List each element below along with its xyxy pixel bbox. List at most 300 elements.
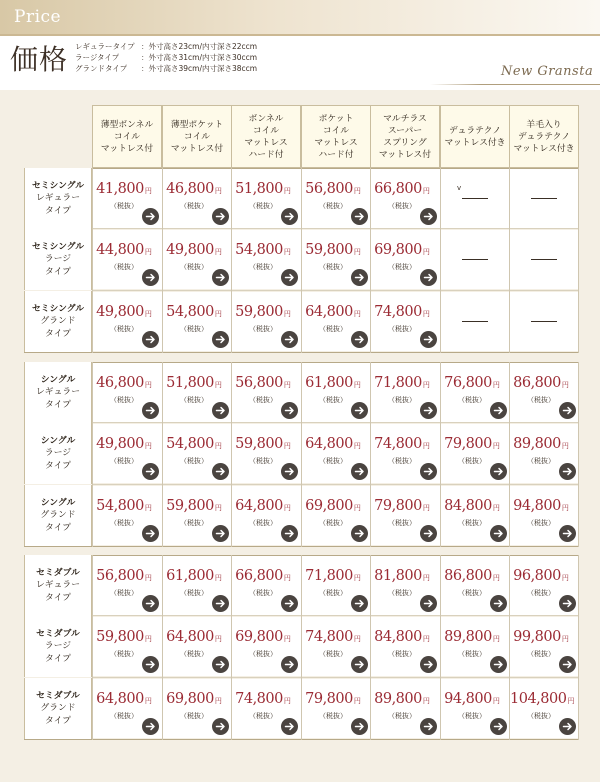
- column-header-line: 薄型ボンネル: [100, 119, 154, 130]
- price-cell: [163, 617, 232, 676]
- price-currency: 円: [144, 504, 152, 512]
- price-amount: 61,800: [305, 375, 353, 391]
- arrow-right-circle-icon[interactable]: [212, 656, 229, 673]
- price-cell: [302, 486, 371, 545]
- tax-note: （税抜）: [180, 396, 208, 404]
- row-type-label: タイプ: [45, 205, 71, 216]
- price-value: [371, 304, 433, 320]
- price-cell: [163, 556, 232, 615]
- price-value: [441, 629, 503, 645]
- price-amount: 94,800: [513, 498, 561, 514]
- price-value: [232, 568, 294, 584]
- price-cell: [441, 556, 510, 615]
- tax-note: （税抜）: [110, 263, 138, 271]
- price-cell: [232, 679, 301, 738]
- price-currency: 円: [353, 187, 361, 195]
- column-header-label: [101, 119, 154, 155]
- price-value: [510, 375, 572, 391]
- price-amount: 51,800: [235, 181, 283, 197]
- column-divider: [370, 362, 371, 547]
- arrow-right-circle-icon[interactable]: [142, 595, 159, 612]
- row-type-label: グランド: [40, 703, 76, 714]
- arrow-right-circle-icon[interactable]: [559, 463, 576, 480]
- price-cell: [510, 556, 579, 615]
- price-cell: [232, 617, 301, 676]
- price-currency: 円: [492, 381, 500, 389]
- arrow-right-circle-icon[interactable]: [351, 463, 368, 480]
- column-divider: [370, 168, 371, 353]
- arrow-right-circle-icon[interactable]: [142, 208, 159, 225]
- price-currency: 円: [422, 574, 430, 582]
- spec-name: レギュラータイプ: [75, 42, 135, 51]
- price-currency: 円: [283, 187, 291, 195]
- column-header: [92, 105, 162, 168]
- tax-note: （税抜）: [527, 457, 555, 465]
- price-amount: 54,800: [166, 304, 214, 320]
- price-value: [163, 181, 225, 197]
- row-type-label: ラージ: [44, 448, 72, 459]
- arrow-right-circle-icon[interactable]: [420, 718, 437, 735]
- tax-note: （税抜）: [458, 457, 486, 465]
- tax-note: （税抜）: [180, 650, 208, 658]
- price-amount: 56,800: [96, 568, 144, 584]
- unavailable-dash: [462, 198, 488, 199]
- tax-note: （税抜）: [319, 396, 347, 404]
- arrow-right-circle-icon[interactable]: [490, 656, 507, 673]
- price-cell: [163, 679, 232, 738]
- arrow-right-circle-icon[interactable]: [420, 656, 437, 673]
- price-amount: 81,800: [374, 568, 422, 584]
- price-currency: 円: [353, 248, 361, 256]
- arrow-right-circle-icon[interactable]: [212, 331, 229, 348]
- price-cell: [441, 424, 510, 483]
- arrow-right-circle-icon[interactable]: [281, 656, 298, 673]
- arrow-right-circle-icon[interactable]: [281, 331, 298, 348]
- price-cell: [163, 169, 232, 228]
- spec-name: ラージタイプ: [75, 53, 120, 62]
- tax-note: （税抜）: [249, 457, 277, 465]
- price-amount: 64,800: [166, 629, 214, 645]
- unavailable-dash: [462, 321, 488, 322]
- arrow-right-circle-icon[interactable]: [142, 402, 159, 419]
- price-amount: 49,800: [96, 436, 144, 452]
- arrow-right-circle-icon[interactable]: [420, 525, 437, 542]
- price-cell: [510, 679, 579, 738]
- price-currency: 円: [492, 442, 500, 450]
- price-currency: 円: [353, 635, 361, 643]
- spec-name: グランドタイプ: [75, 64, 128, 73]
- arrow-right-circle-icon[interactable]: [490, 595, 507, 612]
- price-currency: 円: [144, 442, 152, 450]
- spec-regular: [75, 41, 257, 52]
- tax-note: （税抜）: [388, 263, 416, 271]
- arrow-right-circle-icon[interactable]: [420, 402, 437, 419]
- row-header: [24, 291, 92, 352]
- page-title: 価格: [10, 43, 69, 76]
- price-value: [93, 436, 155, 452]
- arrow-right-circle-icon[interactable]: [351, 269, 368, 286]
- spec-grand: [75, 63, 257, 74]
- column-header-line: ボンネル: [248, 113, 284, 124]
- spec-large: [75, 52, 257, 63]
- price-cell: [93, 363, 162, 422]
- price-currency: 円: [353, 381, 361, 389]
- tax-note: （税抜）: [458, 396, 486, 404]
- column-divider: [578, 555, 579, 740]
- price-amount: 74,800: [305, 629, 353, 645]
- brand-logo: New Gransta: [501, 64, 594, 79]
- price-amount: 84,800: [374, 629, 422, 645]
- price-cell: [441, 486, 510, 545]
- price-currency: 円: [144, 187, 152, 195]
- row-type-label: タイプ: [45, 522, 71, 533]
- price-currency: 円: [283, 504, 291, 512]
- price-currency: 円: [214, 442, 222, 450]
- row-type-label: ラージ: [44, 254, 72, 265]
- column-divider: [92, 362, 93, 547]
- row-header: [24, 168, 92, 229]
- price-cell: [441, 292, 510, 351]
- arrow-right-circle-icon[interactable]: [142, 656, 159, 673]
- arrow-right-circle-icon[interactable]: [559, 595, 576, 612]
- price-currency: 円: [422, 187, 430, 195]
- arrow-right-circle-icon[interactable]: [142, 269, 159, 286]
- tax-note: （税抜）: [110, 712, 138, 720]
- unavailable-dash: [531, 321, 557, 322]
- column-header-line: コイル: [113, 131, 141, 142]
- column-header: [440, 105, 510, 168]
- row-size-label: セミシングル: [31, 180, 85, 191]
- price-cell: [510, 169, 579, 228]
- arrow-right-circle-icon[interactable]: [559, 402, 576, 419]
- arrow-right-circle-icon[interactable]: [559, 656, 576, 673]
- price-value: [232, 181, 294, 197]
- price-cell: [371, 230, 440, 289]
- arrow-right-circle-icon[interactable]: [490, 718, 507, 735]
- tax-note: （税抜）: [319, 589, 347, 597]
- price-currency: 円: [561, 504, 569, 512]
- price-value: [371, 568, 433, 584]
- tax-note: （税抜）: [249, 650, 277, 658]
- arrow-right-circle-icon[interactable]: [420, 269, 437, 286]
- column-divider: [162, 168, 163, 353]
- column-header-line: スーパー: [387, 125, 423, 136]
- arrow-right-circle-icon[interactable]: [281, 595, 298, 612]
- column-header-line: スプリング: [383, 137, 427, 148]
- price-cell: [510, 617, 579, 676]
- price-currency: 円: [492, 635, 500, 643]
- arrow-right-circle-icon[interactable]: [490, 525, 507, 542]
- price-amount: 96,800: [513, 568, 561, 584]
- price-cell: [371, 169, 440, 228]
- tax-note: （税抜）: [180, 202, 208, 210]
- price-amount: 59,800: [235, 436, 283, 452]
- price-amount: 76,800: [444, 375, 492, 391]
- price-cell: [232, 424, 301, 483]
- section-header-bar: [0, 0, 600, 34]
- price-value: [371, 242, 433, 258]
- price-amount: 64,800: [305, 436, 353, 452]
- row-type-label: タイプ: [45, 460, 71, 471]
- tax-note: （税抜）: [180, 589, 208, 597]
- column-header-line: マットレス付き: [513, 143, 575, 154]
- price-value: [510, 629, 572, 645]
- arrow-right-circle-icon[interactable]: [559, 525, 576, 542]
- price-value: [510, 436, 572, 452]
- arrow-right-circle-icon[interactable]: [351, 656, 368, 673]
- price-amount: 41,800: [96, 181, 144, 197]
- price-cell: [371, 424, 440, 483]
- price-currency: 円: [353, 310, 361, 318]
- price-value: [93, 242, 155, 258]
- column-divider: [578, 362, 579, 547]
- price-amount: 54,800: [235, 242, 283, 258]
- price-amount: 59,800: [166, 498, 214, 514]
- price-value: [93, 375, 155, 391]
- price-currency: 円: [422, 697, 430, 705]
- price-cell: [510, 424, 579, 483]
- price-amount: 56,800: [235, 375, 283, 391]
- column-divider: [301, 168, 302, 353]
- price-currency: 円: [353, 504, 361, 512]
- stray-mark: v: [457, 184, 462, 192]
- tax-note: （税抜）: [388, 202, 416, 210]
- price-value: [232, 242, 294, 258]
- tax-note: （税抜）: [110, 519, 138, 527]
- spec-value: ：外寸高さ31cm/内寸深さ30ccm: [141, 53, 258, 62]
- price-amount: 59,800: [96, 629, 144, 645]
- price-cell: [163, 486, 232, 545]
- price-currency: 円: [283, 248, 291, 256]
- arrow-right-circle-icon[interactable]: [142, 718, 159, 735]
- arrow-right-circle-icon[interactable]: [281, 718, 298, 735]
- arrow-right-circle-icon[interactable]: [559, 718, 576, 735]
- row-divider: [92, 290, 578, 291]
- price-value: [371, 629, 433, 645]
- arrow-right-circle-icon[interactable]: [351, 402, 368, 419]
- unavailable-dash: [531, 259, 557, 260]
- price-cell: [302, 556, 371, 615]
- arrow-right-circle-icon[interactable]: [281, 463, 298, 480]
- price-currency: 円: [214, 310, 222, 318]
- price-amount: 104,800: [510, 691, 567, 707]
- price-cell: [93, 292, 162, 351]
- price-cell: [302, 292, 371, 351]
- price-cell: [232, 230, 301, 289]
- arrow-right-circle-icon[interactable]: [351, 331, 368, 348]
- arrow-right-circle-icon[interactable]: [420, 208, 437, 225]
- price-currency: 円: [353, 442, 361, 450]
- price-currency: 円: [283, 635, 291, 643]
- tax-note: （税抜）: [249, 589, 277, 597]
- price-currency: 円: [422, 635, 430, 643]
- tax-note: （税抜）: [527, 589, 555, 597]
- tax-note: （税抜）: [388, 712, 416, 720]
- price-currency: 円: [422, 310, 430, 318]
- price-cell: [510, 486, 579, 545]
- price-amount: 89,800: [444, 629, 492, 645]
- column-divider: [231, 362, 232, 547]
- price-amount: 64,800: [305, 304, 353, 320]
- column-header-line: ハード付: [318, 149, 354, 160]
- column-divider: [578, 168, 579, 353]
- row-type-label: レギュラー: [36, 387, 80, 398]
- tax-note: （税抜）: [388, 325, 416, 333]
- price-value: [232, 629, 294, 645]
- price-cell: [371, 556, 440, 615]
- column-header-line: マットレス: [244, 137, 288, 148]
- price-value: [163, 436, 225, 452]
- arrow-right-circle-icon[interactable]: [351, 208, 368, 225]
- tax-note: （税抜）: [249, 325, 277, 333]
- arrow-right-circle-icon[interactable]: [420, 331, 437, 348]
- row-header: [24, 485, 92, 546]
- arrow-right-circle-icon[interactable]: [351, 718, 368, 735]
- price-currency: 円: [492, 504, 500, 512]
- row-size-label: セミシングル: [31, 303, 85, 314]
- price-amount: 79,800: [305, 691, 353, 707]
- arrow-right-circle-icon[interactable]: [490, 463, 507, 480]
- tax-note: （税抜）: [319, 650, 347, 658]
- price-value: [371, 181, 433, 197]
- price-cell: [371, 617, 440, 676]
- tax-note: （税抜）: [110, 202, 138, 210]
- price-amount: 74,800: [374, 436, 422, 452]
- arrow-right-circle-icon[interactable]: [212, 595, 229, 612]
- price-cell: [232, 486, 301, 545]
- price-currency: 円: [492, 697, 500, 705]
- column-header-line: マットレス: [314, 137, 358, 148]
- price-amount: 66,800: [374, 181, 422, 197]
- price-currency: 円: [283, 381, 291, 389]
- tax-note: （税抜）: [319, 325, 347, 333]
- arrow-right-circle-icon[interactable]: [142, 525, 159, 542]
- arrow-right-circle-icon[interactable]: [490, 402, 507, 419]
- price-cell: [93, 679, 162, 738]
- unavailable-dash: [462, 259, 488, 260]
- price-currency: 円: [422, 381, 430, 389]
- price-currency: 円: [561, 635, 569, 643]
- column-divider: [509, 168, 510, 353]
- price-currency: 円: [283, 574, 291, 582]
- price-cell: [510, 363, 579, 422]
- price-cell: [441, 617, 510, 676]
- column-divider: [440, 168, 441, 353]
- price-currency: 円: [214, 697, 222, 705]
- row-divider: [92, 422, 578, 423]
- price-cell: [371, 486, 440, 545]
- row-type-label: タイプ: [45, 592, 71, 603]
- price-cell: [93, 424, 162, 483]
- price-value: [441, 436, 503, 452]
- arrow-right-circle-icon[interactable]: [142, 463, 159, 480]
- price-currency: 円: [144, 635, 152, 643]
- price-value: [232, 375, 294, 391]
- row-type-label: グランド: [40, 316, 76, 327]
- header-divider: [0, 34, 600, 36]
- tax-note: （税抜）: [388, 519, 416, 527]
- price-value: [232, 304, 294, 320]
- row-size-label: セミシングル: [31, 241, 85, 252]
- price-value: [93, 181, 155, 197]
- price-amount: 86,800: [444, 568, 492, 584]
- spec-value: ：外寸高さ39cm/内寸深さ38ccm: [141, 64, 258, 73]
- arrow-right-circle-icon[interactable]: [351, 595, 368, 612]
- price-value: [302, 691, 364, 707]
- column-divider: [370, 555, 371, 740]
- arrow-right-circle-icon[interactable]: [420, 595, 437, 612]
- price-cell: [371, 679, 440, 738]
- price-value: [232, 436, 294, 452]
- row-type-label: グランド: [40, 510, 76, 521]
- tax-note: （税抜）: [388, 457, 416, 465]
- price-currency: 円: [283, 442, 291, 450]
- column-divider: [301, 362, 302, 547]
- price-currency: 円: [283, 310, 291, 318]
- tax-note: （税抜）: [527, 650, 555, 658]
- price-value: [163, 568, 225, 584]
- price-amount: 46,800: [166, 181, 214, 197]
- arrow-right-circle-icon[interactable]: [281, 402, 298, 419]
- column-header-line: 薄型ポケット: [170, 119, 224, 130]
- price-currency: 円: [567, 697, 575, 705]
- arrow-right-circle-icon[interactable]: [212, 463, 229, 480]
- price-amount: 89,800: [513, 436, 561, 452]
- arrow-right-circle-icon[interactable]: [212, 402, 229, 419]
- column-header: [231, 105, 301, 168]
- price-value: [93, 568, 155, 584]
- arrow-right-circle-icon[interactable]: [212, 269, 229, 286]
- row-divider: [92, 677, 578, 678]
- arrow-right-circle-icon[interactable]: [281, 525, 298, 542]
- arrow-right-circle-icon[interactable]: [212, 525, 229, 542]
- price-amount: 99,800: [513, 629, 561, 645]
- arrow-right-circle-icon[interactable]: [212, 208, 229, 225]
- column-header-line: マットレス付: [378, 149, 432, 160]
- column-divider: [162, 362, 163, 547]
- tax-note: （税抜）: [527, 712, 555, 720]
- column-header-line: ポケット: [318, 113, 354, 124]
- column-header-line: 羊毛入り: [526, 119, 562, 130]
- tax-note: （税抜）: [180, 263, 208, 271]
- column-header-label: [514, 119, 575, 155]
- price-cell: [441, 230, 510, 289]
- arrow-right-circle-icon[interactable]: [351, 525, 368, 542]
- price-cell: [232, 292, 301, 351]
- price-value: [163, 629, 225, 645]
- price-currency: 円: [422, 442, 430, 450]
- arrow-right-circle-icon[interactable]: [142, 331, 159, 348]
- tax-note: （税抜）: [388, 589, 416, 597]
- arrow-right-circle-icon[interactable]: [420, 463, 437, 480]
- column-divider: [231, 168, 232, 353]
- row-type-label: タイプ: [45, 715, 71, 726]
- size-specs: [75, 41, 257, 74]
- tax-note: （税抜）: [319, 519, 347, 527]
- column-divider: [92, 555, 93, 740]
- price-value: [510, 498, 572, 514]
- price-currency: 円: [561, 442, 569, 450]
- tax-note: （税抜）: [319, 712, 347, 720]
- tax-note: （税抜）: [319, 263, 347, 271]
- price-value: [441, 691, 503, 707]
- price-cell: [302, 230, 371, 289]
- price-cell: [302, 169, 371, 228]
- arrow-right-circle-icon[interactable]: [281, 208, 298, 225]
- tax-note: （税抜）: [110, 396, 138, 404]
- arrow-right-circle-icon[interactable]: [212, 718, 229, 735]
- arrow-right-circle-icon[interactable]: [281, 269, 298, 286]
